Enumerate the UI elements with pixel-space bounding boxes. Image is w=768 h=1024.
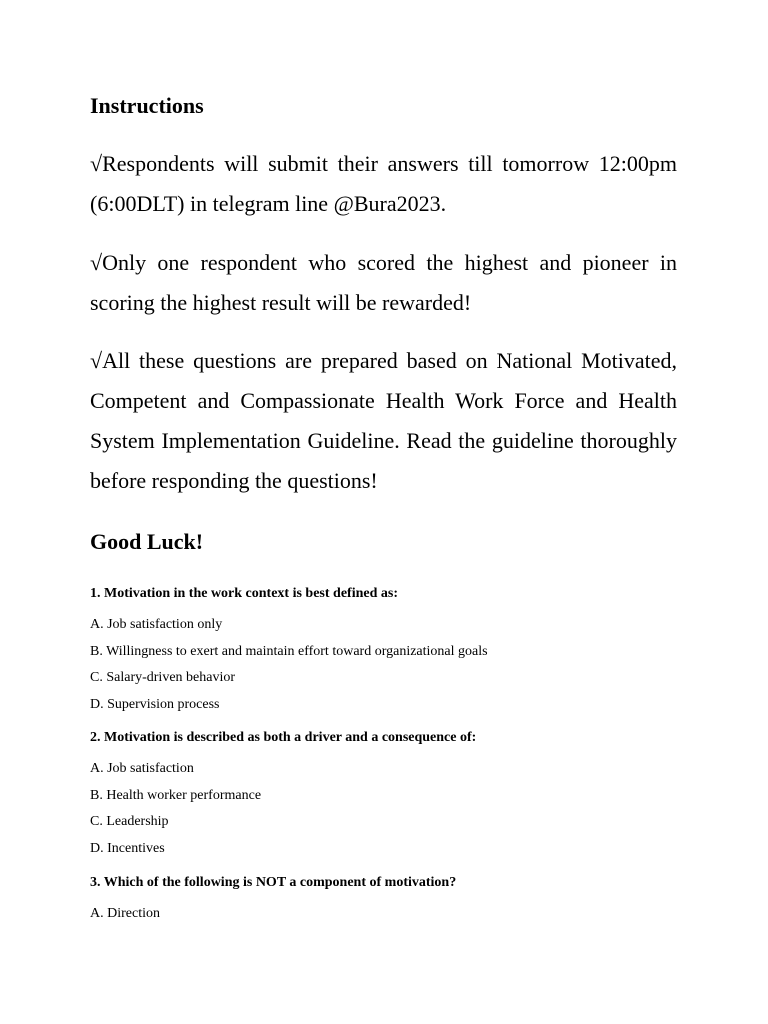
question-title: 1. Motivation in the work context is best defined as: xyxy=(90,586,398,601)
question-option: A. Direction xyxy=(90,906,160,921)
instruction-item-submission: √Respondents will submit their answers till tomorrow 12:00pm (6:00DLT) in telegram line @Bura2023. xyxy=(90,151,677,216)
question-option: D. Supervision process xyxy=(90,697,220,713)
question-option: C. Leadership xyxy=(90,814,169,830)
question-option: B. Willingness to exert and maintain effort toward organizational goals xyxy=(90,643,488,659)
instruction-item-guideline: √All these questions are prepared based on National Motivated, Competent and Compassionate Health Work Force and Health System Implementation Guideline. Read the guideline thoroughly before responding the questions! xyxy=(90,348,677,493)
question-2 xyxy=(90,730,677,863)
question-option: A. Job satisfaction only xyxy=(90,617,223,632)
question-3 xyxy=(90,875,677,928)
question-title: 2. Motivation is described as both a driver and a consequence of: xyxy=(90,730,477,745)
question-1 xyxy=(90,586,677,719)
question-option: A. Job satisfaction xyxy=(90,761,194,776)
question-title: 3. Which of the following is NOT a component of motivation? xyxy=(90,875,457,890)
instruction-item-reward: √Only one respondent who scored the highest and pioneer in scoring the highest result will be rewarded! xyxy=(90,250,677,315)
instructions-heading: Instructions xyxy=(90,93,204,118)
question-option: D. Incentives xyxy=(90,841,165,857)
good-luck-heading: Good Luck! xyxy=(90,529,204,554)
question-option: C. Salary-driven behavior xyxy=(90,670,236,686)
question-option: B. Health worker performance xyxy=(90,787,262,803)
